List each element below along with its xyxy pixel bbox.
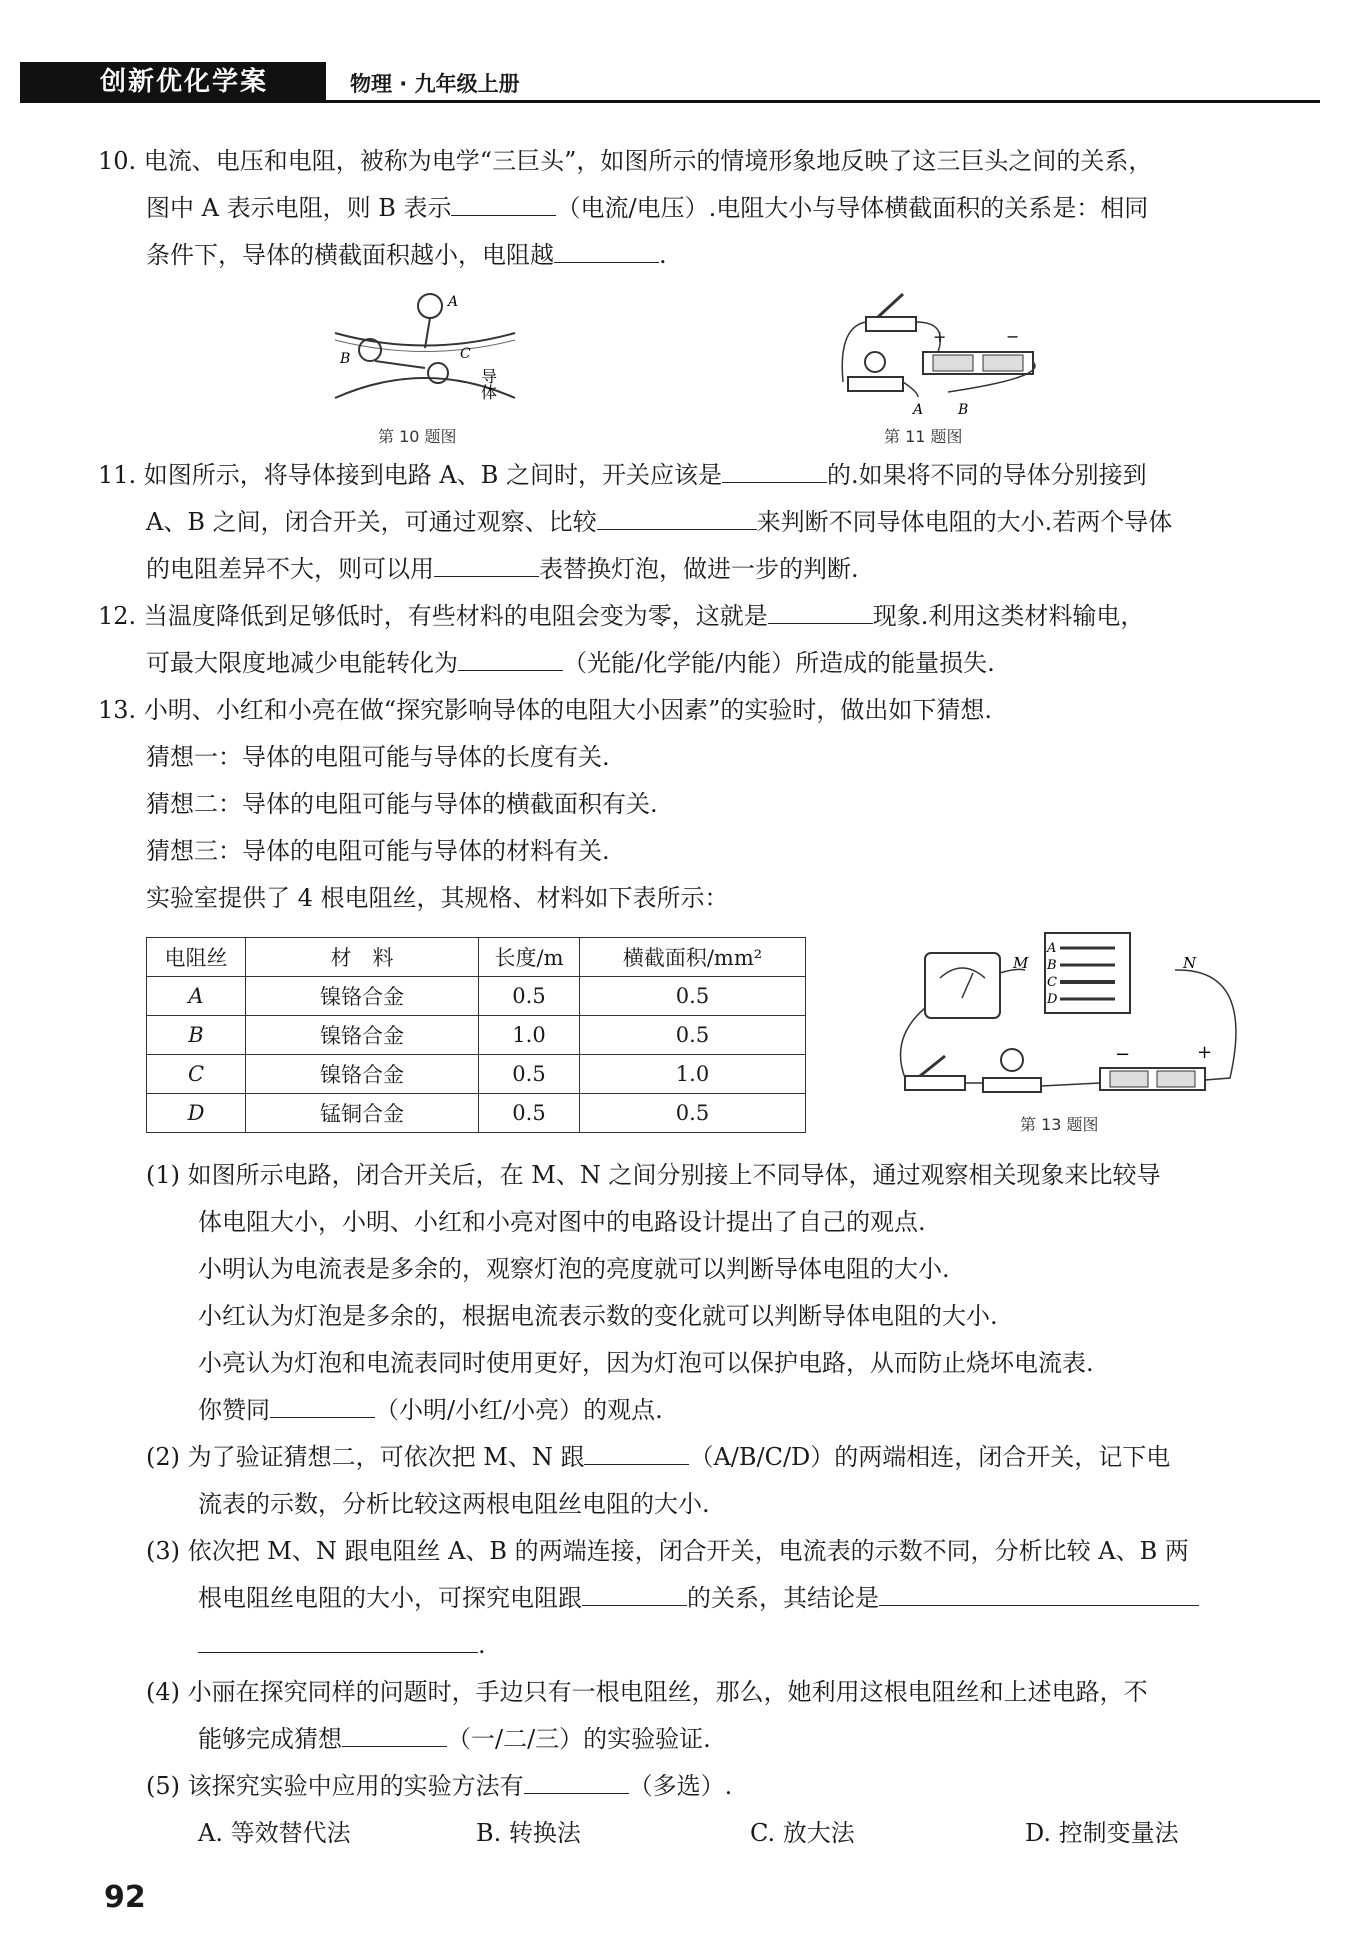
q13-intro: 实验室提供了 4 根电阻丝，其规格、材料如下表所示： xyxy=(146,884,729,912)
fig13-caption: 第 13 题图 xyxy=(1020,1115,1099,1134)
resistance-wire-table xyxy=(146,937,806,1133)
answer-blank[interactable] xyxy=(198,1626,478,1653)
answer-blank[interactable] xyxy=(584,1438,689,1465)
page-number: 92 xyxy=(104,1880,146,1915)
page-header xyxy=(20,62,1350,104)
svg-text:A: A xyxy=(448,294,459,310)
svg-text:A: A xyxy=(913,402,924,418)
svg-text:−: − xyxy=(1115,1044,1131,1065)
svg-text:B: B xyxy=(340,351,351,367)
svg-text:+: + xyxy=(933,327,947,346)
s1-line4: 小红认为灯泡是多余的，根据电流表示数的变化就可以判断导体电阻的大小. xyxy=(198,1302,998,1330)
s5-option-c: C. 放大法 xyxy=(750,1819,855,1847)
s4-line1: (4) 小丽在探究同样的问题时，手边只有一根电阻丝，那么，她利用这根电阻丝和上述电路，不 xyxy=(146,1678,1148,1706)
q11-line3: 的电阻差异不大，则可以用 表替换灯泡，做进一步的判断. xyxy=(146,546,859,593)
table-header-row: 电阻丝 材 料 长度/m 横截面积/mm² xyxy=(147,938,806,977)
s2-line1: (2) 为了验证猜想二，可依次把 M、N 跟 （A/B/C/D）的两端相连，闭合开关，记下电 xyxy=(146,1434,1170,1481)
q13-guess2: 猜想二：导体的电阻可能与导体的横截面积有关. xyxy=(146,790,658,818)
svg-text:C: C xyxy=(460,346,471,362)
answer-blank[interactable] xyxy=(768,597,873,624)
svg-text:B: B xyxy=(1047,958,1057,973)
s1-line5: 小亮认为灯泡和电流表同时使用更好，因为灯泡可以保护电路，从而防止烧坏电流表. xyxy=(198,1349,1094,1377)
svg-text:N: N xyxy=(1183,954,1197,972)
svg-text:导体: 导体 xyxy=(478,368,498,400)
table-row: A 镍铬合金 0.5 0.5 xyxy=(147,977,806,1016)
q11-line2: A、B 之间，闭合开关，可通过观察、比较 来判断不同导体电阻的大小.若两个导体 xyxy=(146,499,1172,546)
s5-line1: (5) 该探究实验中应用的实验方法有 （多选）. xyxy=(146,1763,732,1810)
svg-text:C: C xyxy=(1047,975,1057,990)
q13-guess3: 猜想三：导体的电阻可能与导体的材料有关. xyxy=(146,837,610,865)
s5-option-d: D. 控制变量法 xyxy=(1025,1819,1179,1847)
fig10-caption: 第 10 题图 xyxy=(378,427,457,446)
table-row: B 镍铬合金 1.0 0.5 xyxy=(147,1016,806,1055)
q13-guess1: 猜想一：导体的电阻可能与导体的长度有关. xyxy=(146,743,610,771)
q13-line1: 13. 小明、小红和小亮在做“探究影响导体的电阻大小因素”的实验时，做出如下猜想. xyxy=(98,696,992,724)
fig11-caption: 第 11 题图 xyxy=(884,427,963,446)
svg-text:M: M xyxy=(1013,954,1029,972)
header-rule xyxy=(20,100,1320,103)
q10-line1: 10. 电流、电压和电阻，被称为电学“三巨头”，如图所示的情境形象地反映了这三巨头之间的关系， xyxy=(98,147,1153,175)
s2-line2: 流表的示数，分析比较这两根电阻丝电阻的大小. xyxy=(198,1490,710,1518)
subject-title: 物理 · 九年级上册 xyxy=(350,72,520,96)
answer-blank[interactable] xyxy=(524,1767,629,1794)
fig13-circuit xyxy=(885,928,1260,1113)
answer-blank[interactable] xyxy=(458,644,563,671)
q11-line1: 11. 如图所示，将导体接到电路 A、B 之间时，开关应该是 的.如果将不同的导体分别接到 xyxy=(98,452,1147,499)
s1-line1: (1) 如图所示电路，闭合开关后，在 M、N 之间分别接上不同导体，通过观察相关现象来比较导 xyxy=(146,1161,1161,1189)
q10-line3: 条件下，导体的横截面积越小，电阻越 . xyxy=(146,232,667,279)
s1-line6: 你赞同 （小明/小红/小亮）的观点. xyxy=(198,1387,663,1434)
fig10-illustration xyxy=(330,288,520,418)
svg-text:−: − xyxy=(1006,327,1020,346)
svg-text:D: D xyxy=(1047,992,1058,1007)
s3-line3: . xyxy=(198,1622,486,1669)
answer-blank[interactable] xyxy=(879,1579,1199,1606)
answer-blank[interactable] xyxy=(582,1579,687,1606)
svg-text:B: B xyxy=(958,402,969,418)
s5-option-a: A. 等效替代法 xyxy=(198,1819,351,1847)
svg-text:+: + xyxy=(1197,1042,1213,1063)
brand-logo: 创新优化学案 xyxy=(20,62,326,102)
s1-line2: 体电阻大小，小明、小红和小亮对图中的电路设计提出了自己的观点. xyxy=(198,1208,926,1236)
answer-blank[interactable] xyxy=(554,236,659,263)
table-row: D 锰铜合金 0.5 0.5 xyxy=(147,1094,806,1133)
s5-option-b: B. 转换法 xyxy=(476,1819,581,1847)
s3-line1: (3) 依次把 M、N 跟电阻丝 A、B 的两端连接，闭合开关，电流表的示数不同，分析比较 A、B 两 xyxy=(146,1537,1189,1565)
answer-blank[interactable] xyxy=(342,1720,447,1747)
answer-blank[interactable] xyxy=(722,456,827,483)
svg-text:A: A xyxy=(1047,941,1057,956)
s4-line2: 能够完成猜想 （一/二/三）的实验验证. xyxy=(198,1716,711,1763)
answer-blank[interactable] xyxy=(451,189,556,216)
q12-line2: 可最大限度地减少电能转化为 （光能/化学能/内能）所造成的能量损失. xyxy=(146,640,995,687)
q12-line1: 12. 当温度降低到足够低时，有些材料的电阻会变为零，这就是 现象.利用这类材料输电， xyxy=(98,593,1144,640)
answer-blank[interactable] xyxy=(434,550,539,577)
table-row: C 镍铬合金 0.5 1.0 xyxy=(147,1055,806,1094)
fig11-circuit xyxy=(818,282,1053,422)
answer-blank[interactable] xyxy=(597,503,757,530)
s1-line3: 小明认为电流表是多余的，观察灯泡的亮度就可以判断导体电阻的大小. xyxy=(198,1255,950,1283)
answer-blank[interactable] xyxy=(270,1391,375,1418)
q10-line2: 图中 A 表示电阻，则 B 表示 （电流/电压）.电阻大小与导体横截面积的关系是：相同 xyxy=(146,185,1148,232)
s3-line2: 根电阻丝电阻的大小，可探究电阻跟 的关系，其结论是 xyxy=(198,1575,1199,1622)
